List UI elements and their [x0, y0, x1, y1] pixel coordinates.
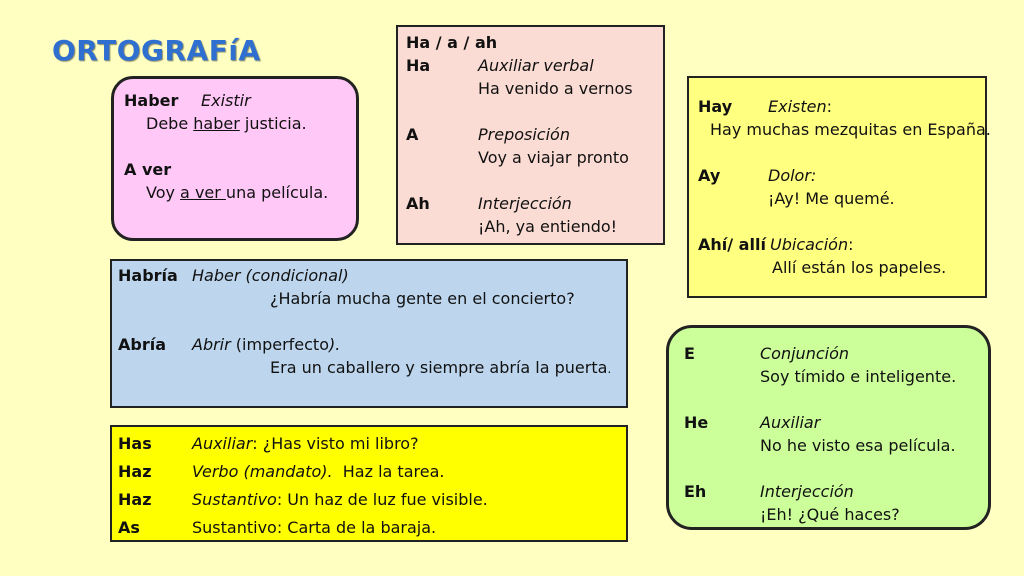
haber-row [124, 89, 356, 112]
text-as: Sustantivo: Carta de la baraja. [192, 518, 437, 537]
word-abria: Abría [118, 335, 167, 354]
example-ah: ¡Ah, ya entiendo! [478, 217, 618, 236]
word-habria: Habría [118, 266, 178, 285]
word-has: Has [118, 434, 152, 453]
meaning-abria: Abrir (imperfecto). [192, 335, 341, 354]
haber-example-row [124, 112, 356, 135]
abria-row [118, 333, 626, 356]
example-ha: Ha venido a vernos [478, 79, 633, 98]
habria-row [118, 264, 626, 287]
word-hay: Hay [698, 97, 733, 116]
example-e: Soy tímido e inteligente. [760, 367, 957, 386]
meaning-he: Auxiliar [760, 413, 821, 432]
meaning-e: Conjunción [760, 344, 849, 363]
text-haz-sustantivo: Sustantivo: Un haz de luz fue visible. [192, 490, 488, 509]
meaning-eh: Interjección [760, 482, 854, 501]
word-haber: Haber [124, 91, 179, 110]
ahi-row [698, 233, 985, 256]
ay-row [698, 164, 985, 187]
text-haz-verbo: Verbo (mandato). Haz la tarea. [192, 462, 445, 481]
he-row [684, 411, 988, 434]
meaning-existir: Existir [201, 91, 251, 110]
word-a: A [406, 125, 419, 144]
word-ha: Ha [406, 56, 431, 75]
has-row [118, 432, 626, 460]
haz-verb-row [118, 460, 626, 488]
as-row [118, 516, 626, 544]
meaning-ah: Interjección [478, 194, 572, 213]
example-ahi: Allí están los papeles. [772, 258, 947, 277]
example-a: Voy a viajar pronto [478, 148, 629, 167]
a-row [406, 123, 663, 146]
meaning-habria: Haber (condicional) [192, 266, 349, 285]
meaning-a: Preposición [478, 125, 570, 144]
hay-row [698, 95, 985, 118]
example-eh: ¡Eh! ¿Qué haces? [760, 505, 900, 524]
example-he: No he visto esa película. [760, 436, 956, 455]
word-ah: Ah [406, 194, 430, 213]
ah-row [406, 192, 663, 215]
page-title: ORTOGRAFíA [52, 34, 261, 67]
has-box [110, 425, 628, 542]
aver-example-row [124, 181, 356, 204]
word-haz-verbo: Haz [118, 462, 152, 481]
e-row [684, 342, 988, 365]
meaning-ay: Dolor: [768, 166, 817, 185]
word-e: E [684, 344, 695, 363]
text-has: Auxiliar: ¿Has visto mi libro? [192, 434, 419, 453]
word-as: As [118, 518, 140, 537]
example-hay: Hay muchas mezquitas en España. [710, 120, 991, 139]
e-box [666, 325, 991, 530]
aver-example: Voy a ver una película. [146, 183, 329, 202]
aver-row [124, 158, 356, 181]
hay-box [687, 76, 991, 298]
eh-row [684, 480, 988, 503]
word-eh: Eh [684, 482, 707, 501]
word-ahi-alli: Ahí/ allí [698, 235, 766, 254]
example-abria: Era un caballero y siempre abría la puerta. [270, 358, 612, 377]
word-a-ver: A ver [124, 160, 172, 179]
ha-header: Ha / a / ah [406, 33, 498, 52]
example-habria: ¿Habría mucha gente en el concierto? [270, 289, 575, 308]
meaning-ha: Auxiliar verbal [478, 56, 594, 75]
ha-box [396, 25, 665, 245]
haber-box [111, 76, 359, 241]
word-ay: Ay [698, 166, 721, 185]
haber-example: Debe haber justicia. [146, 114, 307, 133]
ha-header-row [406, 31, 663, 54]
example-ay: ¡Ay! Me quemé. [768, 189, 895, 208]
habria-box [110, 259, 628, 408]
haz-noun-row [118, 488, 626, 516]
meaning-hay: Existen: [768, 97, 833, 116]
word-he: He [684, 413, 709, 432]
word-haz-sustantivo: Haz [118, 490, 152, 509]
ha-row [406, 54, 663, 77]
meaning-ahi: Ubicación: [770, 235, 854, 254]
